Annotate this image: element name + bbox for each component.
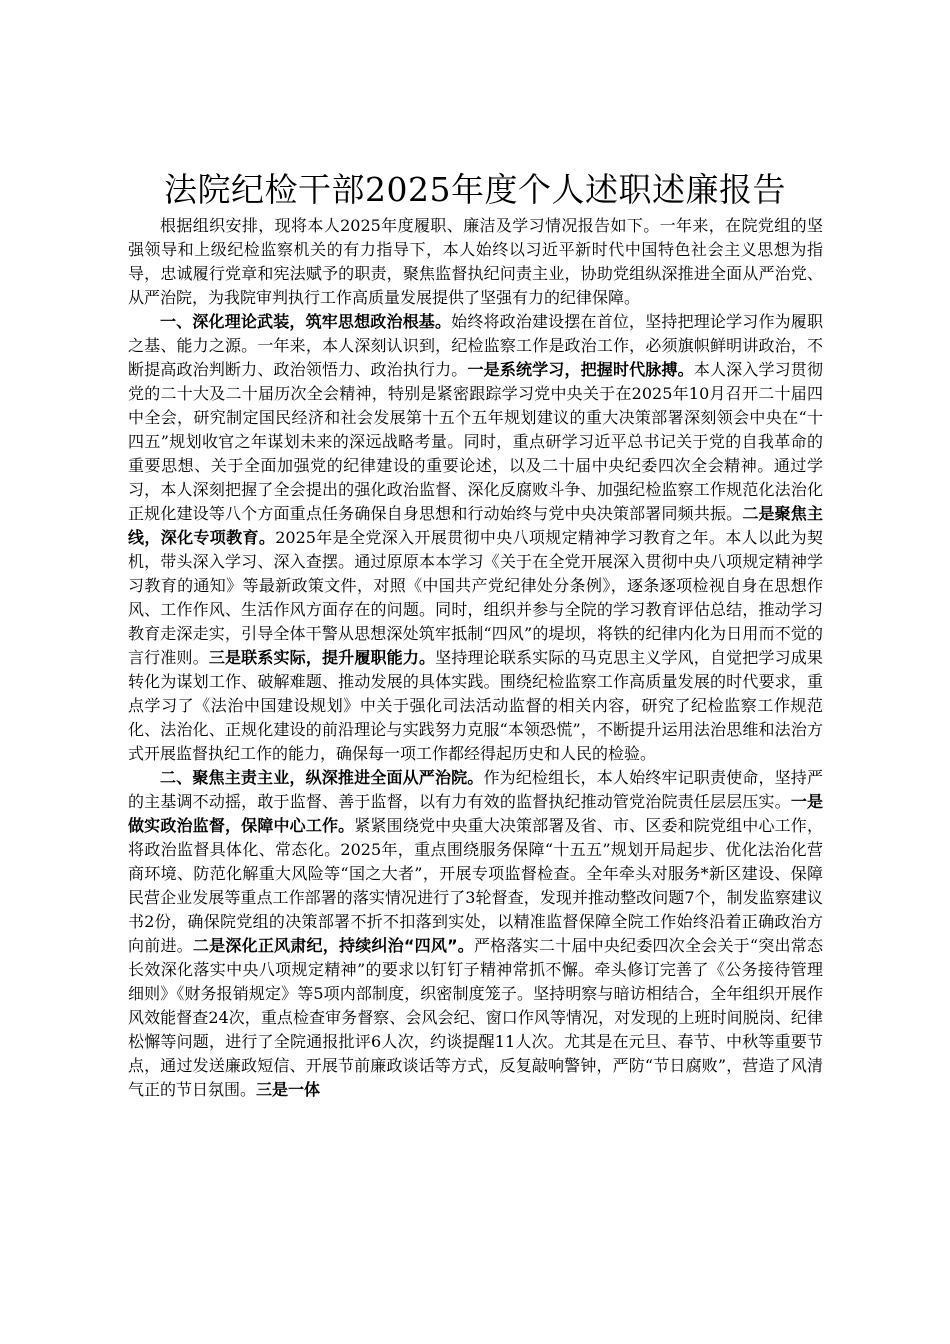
section-1-point-3-title: 三是联系实际，提升履职能力。	[208, 648, 436, 667]
section-2-paragraph	[128, 766, 823, 1102]
document-title: 法院纪检干部2025年度个人述职述廉报告	[164, 170, 786, 209]
section-1-heading: 一、深化理论武装，筑牢思想政治根基。	[160, 312, 452, 331]
section-2-point-1-text: 紧紧围绕党中央重大决策部署及省、市、区委和院党组中心工作，将政治监督具体化、常态化。2025年，重点围绕服务保障“十五五”规划开局起步、优化法治化营商环境、防范化解重大风险等“国之大者”，开展专项监督检查。全年牵头对服务*新区建设、保障民营企业发展等重点工作部署的落实情况进行了3轮督查，发现并推动整改问题7个，制发监察建议书2份，确保院党组的决策部署不折不扣落到实处，以精准监督保障全院工作始终沿着正确政治方向前进。	[128, 816, 823, 955]
section-1-point-3-text: 坚持理论联系实际的马克思主义学风，自觉把学习成果转化为谋划工作、破解难题、推动发展的具体实践。围绕纪检监察工作高质量发展的时代要求，重点学习了《法治中国建设规划》中关于强化司法活动监督的相关内容，研究了纪检监察工作规范化、法治化、正规化建设的前沿理论与实践努力克服“本领恐慌”，不断提升运用法治思维和法治方式开展监督执纪工作的能力，确保每一项工作都经得起历史和人民的检验。	[128, 648, 823, 763]
section-1-point-1-text: 本人深入学习贯彻党的二十大及二十届历次全会精神，特别是紧密跟踪学习党中央关于在2025年10月召开二十届四中全会，研究制定国民经济和社会发展第十五个五年规划建议的重大决策部署深刻领会中央在“十四五”规划收官之年谋划未来的深远战略考量。同时，重点研学习近平总书记关于党的自我革命的重要思想、关于全面加强党的纪律建设的重要论述，以及二十届中央纪委四次全会精神。通过学习，本人深刻把握了全会提出的强化政治监督、深化反腐败斗争、加强纪检监察工作规范化法治化正规化建设等八个方面重点任务确保自身思想和行动始终与党中央决策部署同频共振。	[128, 360, 823, 523]
section-2-point-1-title: 一是做实政治监督，保障中心工作。	[128, 792, 823, 835]
section-1-point-1-title: 一是系统学习，把握时代脉搏。	[467, 360, 694, 379]
section-1-paragraph	[128, 310, 823, 766]
section-2-heading: 二、聚焦主责主业，纵深推进全面从严治院。	[160, 768, 484, 787]
section-1-point-2-title: 二是聚焦主线，深化专项教育。	[128, 504, 823, 547]
section-1-lead: 始终将政治建设摆在首位，坚持把理论学习作为履职之基、能力之源。一年来，本人深刻认识到，纪检监察工作是政治工作，必须旗帜鲜明讲政治，不断提高政治判断力、政治领悟力、政治执行力。	[128, 312, 823, 379]
intro-paragraph: 根据组织安排，现将本人2025年度履职、廉洁及学习情况报告如下。一年来，在院党组的坚强领导和上级纪检监察机关的有力指导下，本人始终以习近平新时代中国特色社会主义思想为指导，忠诚履行党章和宪法赋予的职责，聚焦监督执纪问责主业，协助党组纵深推进全面从严治党、从严治院，为我院审判执行工作高质量发展提供了坚强有力的纪律保障。	[128, 216, 823, 307]
section-2-point-2-title: 二是深化正风肃纪，持续纠治“四风”。	[192, 936, 475, 955]
section-1-point-2-text: 2025年是全党深入开展贯彻中央八项规定精神学习教育之年。本人以此为契机，带头深入学习、深入查摆。通过原原本本学习《关于在全党开展深入贯彻中央八项规定精神学习教育的通知》等最新政策文件，对照《中国共产党纪律处分条例》，逐条逐项检视自身在思想作风、工作作风、生活作风方面存在的问题。同时，组织并参与全院的学习教育评估总结，推动学习教育走深走实，引导全体干警从思想深处筑牢抵制“四风”的堤坝，将铁的纪律内化为日用而不觉的言行准则。	[128, 528, 823, 667]
section-2-point-2-text: 严格落实二十届中央纪委四次全会关于“突出常态长效深化落实中央八项规定精神”的要求以钉钉子精神常抓不懈。牵头修订完善了《公务接待管理细则》《财务报销规定》等5项内部制度，织密制度笼子。坚持明察与暗访相结合，全年组织开展作风效能督查24次，重点检查审务督察、会风会纪、窗口作风等情况，对发现的上班时间脱岗、纪律松懈等问题，进行了全院通报批评6人次，约谈提醒11人次。尤其是在元旦、春节、中秋等重要节点，通过发送廉政短信、开展节前廉政谈话等方式，反复敲响警钟，严防“节日腐败”，营造了风清气正的节日氛围。	[128, 936, 823, 1099]
document-body	[128, 214, 823, 1102]
section-2-point-3-title: 三是一体	[256, 1080, 321, 1099]
section-2-lead: 作为纪检组长，本人始终牢记职责使命，坚持严的主基调不动摇，敢于监督、善于监督，以有力有效的监督执纪推动管党治院责任层层压实。	[128, 768, 823, 811]
